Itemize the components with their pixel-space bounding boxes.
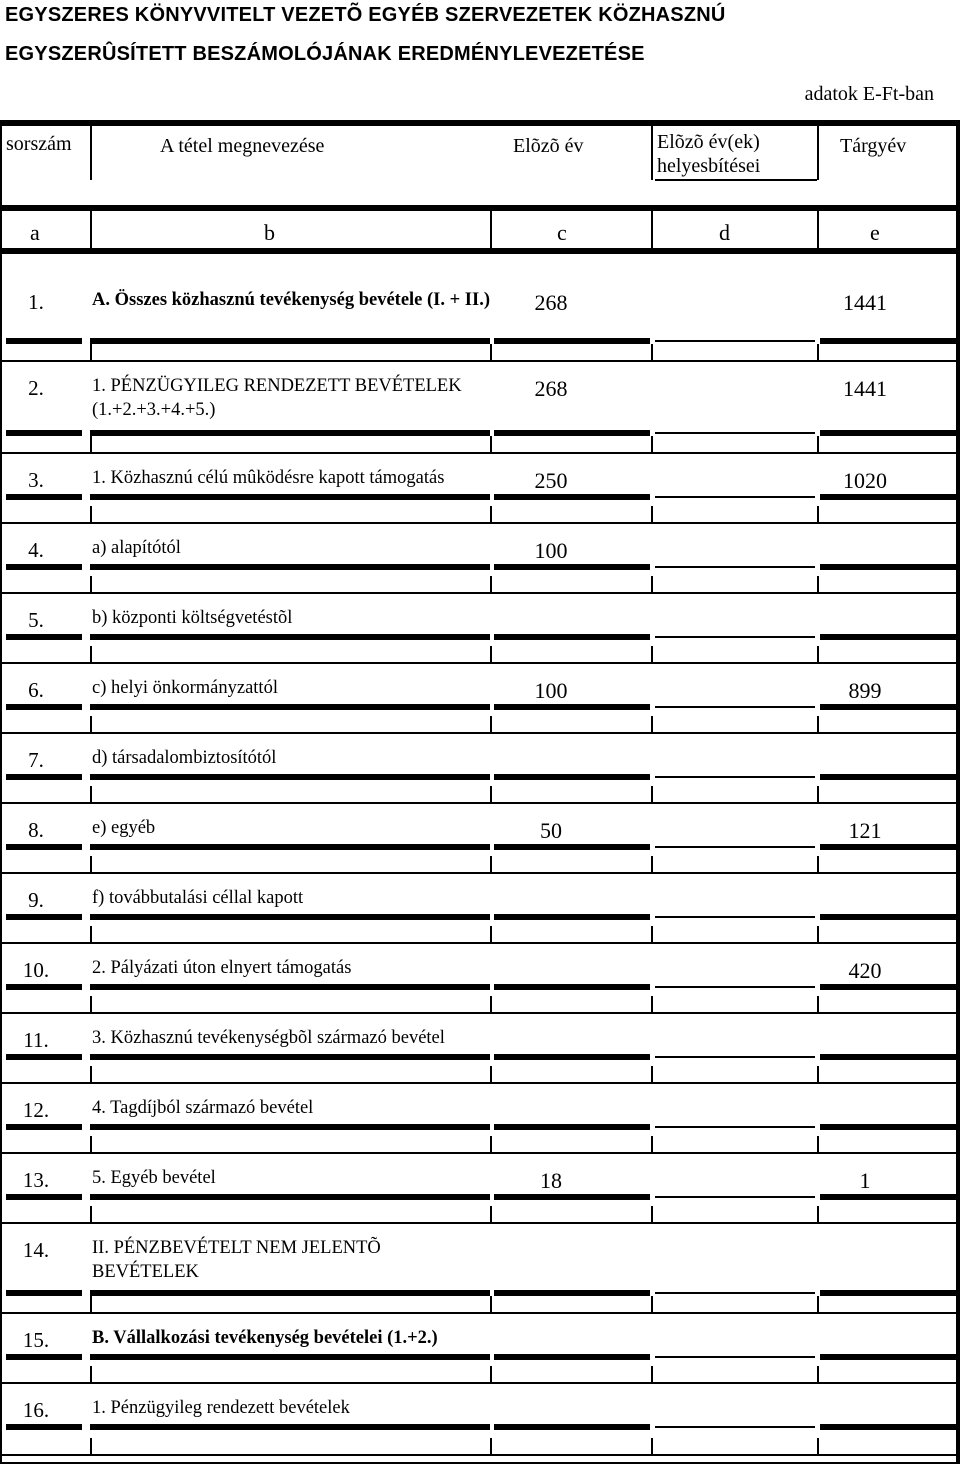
report-title-line-1: EGYSZERES KÖNYVVITELT VEZETÕ EGYÉB SZERVEZETEK KÖZHASZNÚ [5, 4, 726, 26]
row-separator [0, 872, 960, 874]
row-column-tick [817, 856, 819, 874]
row-current-year-value: 121 [848, 818, 882, 843]
row-column-tick [90, 646, 92, 664]
row-column-tick [90, 436, 92, 454]
row-column-tick [817, 344, 819, 362]
row-number: 3. [28, 468, 44, 492]
header-prev-corrections-line-1: Elõzõ év(ek) [657, 131, 760, 153]
header-prev-year: Elõzõ év [513, 135, 584, 157]
row-number: 15. [22, 1328, 50, 1352]
row-prev-underline [494, 1054, 650, 1060]
letters-top-rule [0, 205, 960, 211]
row-column-tick [490, 1366, 492, 1384]
row-column-tick [651, 1366, 653, 1384]
row-prev-underline [494, 1424, 650, 1430]
row-column-tick [90, 926, 92, 944]
header-current-year: Tárgyév [840, 135, 907, 157]
row-number-underline [6, 1424, 82, 1430]
row-number: 8. [28, 818, 44, 842]
row-prev-underline [494, 1124, 650, 1130]
row-column-tick [490, 436, 492, 454]
row-prev-year-value: 100 [534, 538, 568, 563]
row-number: 2. [28, 376, 44, 400]
row-column-tick [817, 1296, 819, 1314]
row-number-underline [6, 1290, 82, 1296]
row-prev-underline [494, 430, 650, 436]
row-prev-underline [494, 1354, 650, 1360]
row-column-tick [90, 856, 92, 874]
row-prev-underline [494, 704, 650, 710]
row-number-underline [6, 338, 82, 344]
row-item-name: 1. Pénzügyileg rendezett bevételek [92, 1398, 350, 1418]
row-column-tick [90, 1136, 92, 1154]
row-separator [0, 452, 960, 454]
header-separator-1 [90, 126, 92, 180]
row-separator [0, 1382, 960, 1384]
row-corr-underline [655, 1196, 815, 1198]
row-number: 4. [28, 538, 44, 562]
row-number-underline [6, 1354, 82, 1360]
row-number: 6. [28, 678, 44, 702]
row-column-tick [651, 1296, 653, 1314]
row-name-underline [90, 494, 490, 500]
row-column-tick [651, 856, 653, 874]
row-corr-underline [655, 340, 815, 342]
row-separator [0, 1082, 960, 1084]
row-separator [0, 1152, 960, 1154]
row-column-tick [90, 344, 92, 362]
row-column-tick [817, 646, 819, 664]
row-number: 5. [28, 608, 44, 632]
row-column-tick [817, 716, 819, 734]
row-item-name: 3. Közhasznú tevékenységbõl származó bevétel [92, 1028, 445, 1048]
row-name-underline [90, 844, 490, 850]
row-prev-underline [494, 338, 650, 344]
row-corr-underline [655, 636, 815, 638]
row-separator [0, 942, 960, 944]
column-letter-c: c [557, 220, 567, 245]
row-item-name: B. Vállalkozási tevékenység bevételei (1.+2.) [92, 1328, 438, 1348]
row-column-tick [90, 506, 92, 524]
row-number: 7. [28, 748, 44, 772]
row-number-underline [6, 1124, 82, 1130]
row-curr-underline [820, 1054, 956, 1060]
row-name-underline [90, 774, 490, 780]
row-separator [0, 732, 960, 734]
row-number: 12. [22, 1098, 50, 1122]
row-curr-underline [820, 984, 956, 990]
row-prev-underline [494, 564, 650, 570]
row-corr-underline [655, 1426, 815, 1428]
row-column-tick [90, 1366, 92, 1384]
row-column-tick [490, 576, 492, 594]
row-corr-underline [655, 916, 815, 918]
row-curr-underline [820, 1290, 956, 1296]
row-current-year-value: 1441 [843, 376, 887, 401]
row-number-underline [6, 774, 82, 780]
row-column-tick [490, 344, 492, 362]
row-item-name: 2. Pályázati úton elnyert támogatás [92, 958, 352, 978]
row-column-tick [651, 344, 653, 362]
row-name-underline [90, 634, 490, 640]
row-separator [0, 1454, 960, 1456]
row-prev-underline [494, 1290, 650, 1296]
row-prev-underline [494, 844, 650, 850]
row-column-tick [90, 576, 92, 594]
row-item-name: f) továbbutalási céllal kapott [92, 888, 304, 908]
row-prev-year-value: 268 [534, 290, 568, 315]
row-column-tick [817, 506, 819, 524]
row-column-tick [651, 996, 653, 1014]
letters-separator-2 [490, 205, 492, 254]
row-number-underline [6, 1054, 82, 1060]
header-item-name: A tétel megnevezése [160, 135, 325, 157]
row-column-tick [490, 506, 492, 524]
row-number: 11. [23, 1028, 49, 1052]
row-curr-underline [820, 1424, 956, 1430]
row-column-tick [817, 996, 819, 1014]
row-column-tick [651, 1206, 653, 1224]
table-left-border [0, 120, 2, 1464]
row-number: 13. [22, 1168, 50, 1192]
row-item-name: c) helyi önkormányzattól [92, 678, 278, 698]
units-note: adatok E-Ft-ban [804, 83, 934, 105]
report-title-line-2: EGYSZERÛSÍTETT BESZÁMOLÓJÁNAK EREDMÉNYLEVEZETÉSE [5, 43, 645, 65]
row-name-underline [90, 914, 490, 920]
row-number: 10. [22, 958, 50, 982]
row-column-tick [90, 786, 92, 804]
row-curr-underline [820, 1194, 956, 1200]
row-item-name: d) társadalombiztosítótól [92, 748, 277, 768]
row-corr-underline [655, 496, 815, 498]
row-number-underline [6, 564, 82, 570]
row-column-tick [817, 786, 819, 804]
row-corr-underline [655, 986, 815, 988]
row-column-tick [817, 1136, 819, 1154]
row-curr-underline [820, 1124, 956, 1130]
row-column-tick [490, 646, 492, 664]
row-prev-underline [494, 634, 650, 640]
row-corr-underline [655, 1292, 815, 1294]
table-top-border [0, 120, 960, 126]
row-curr-underline [820, 494, 956, 500]
row-number-underline [6, 1194, 82, 1200]
row-name-underline [90, 984, 490, 990]
row-current-year-value: 1020 [843, 468, 887, 493]
row-column-tick [651, 716, 653, 734]
row-column-tick [490, 1438, 492, 1456]
row-name-underline [90, 564, 490, 570]
header-separator-3 [817, 126, 819, 180]
row-curr-underline [820, 338, 956, 344]
row-name-underline [90, 1054, 490, 1060]
row-curr-underline [820, 844, 956, 850]
row-curr-underline [820, 1354, 956, 1360]
row-column-tick [490, 996, 492, 1014]
row-number-underline [6, 494, 82, 500]
row-column-tick [490, 1206, 492, 1224]
row-curr-underline [820, 914, 956, 920]
row-prev-year-value: 100 [534, 678, 568, 703]
row-column-tick [817, 1206, 819, 1224]
row-prev-underline [494, 914, 650, 920]
row-column-tick [490, 1136, 492, 1154]
row-column-tick [817, 1438, 819, 1456]
row-separator [0, 1012, 960, 1014]
row-column-tick [817, 1066, 819, 1084]
header-prev-corrections-line-2: helyesbítései [657, 155, 761, 177]
row-name-underline [90, 338, 490, 344]
row-column-tick [817, 1366, 819, 1384]
row-corr-underline [655, 1126, 815, 1128]
row-corr-underline [655, 1356, 815, 1358]
header-underline-corr [655, 179, 817, 181]
row-column-tick [490, 786, 492, 804]
row-number-underline [6, 844, 82, 850]
letters-bottom-rule [0, 248, 960, 254]
row-separator [0, 360, 960, 362]
row-number-underline [6, 984, 82, 990]
row-item-name: 5. Egyéb bevétel [92, 1168, 216, 1188]
row-number-underline [6, 914, 82, 920]
row-number: 16. [22, 1398, 50, 1422]
row-corr-underline [655, 432, 815, 434]
row-prev-underline [494, 1194, 650, 1200]
row-column-tick [651, 1066, 653, 1084]
row-name-underline [90, 1354, 490, 1360]
row-column-tick [490, 1296, 492, 1314]
column-letter-b: b [264, 220, 275, 245]
row-column-tick [817, 436, 819, 454]
row-column-tick [90, 1296, 92, 1314]
row-column-tick [490, 1066, 492, 1084]
row-name-underline [90, 1290, 490, 1296]
row-column-tick [651, 576, 653, 594]
row-corr-underline [655, 566, 815, 568]
row-separator [0, 1312, 960, 1314]
row-item-name: II. PÉNZBEVÉTELT NEM JELENTÕ BEVÉTELEK [92, 1238, 381, 1282]
row-separator [0, 802, 960, 804]
letters-separator-4 [817, 205, 819, 254]
row-separator [0, 1222, 960, 1224]
header-sorszam: sorszám [6, 133, 72, 155]
row-name-underline [90, 1424, 490, 1430]
row-prev-year-value: 18 [540, 1168, 562, 1193]
row-number-underline [6, 430, 82, 436]
row-column-tick [817, 926, 819, 944]
row-prev-underline [494, 984, 650, 990]
row-item-name: A. Összes közhasznú tevékenység bevétele (I. + II.) [92, 290, 490, 310]
column-letter-a: a [30, 220, 40, 245]
row-column-tick [651, 1438, 653, 1456]
row-curr-underline [820, 564, 956, 570]
row-name-underline [90, 430, 490, 436]
row-corr-underline [655, 706, 815, 708]
row-number: 1. [28, 290, 44, 314]
letters-separator-3 [651, 205, 653, 254]
row-curr-underline [820, 634, 956, 640]
row-column-tick [90, 996, 92, 1014]
row-name-underline [90, 704, 490, 710]
row-current-year-value: 1 [859, 1168, 871, 1193]
column-letter-d: d [719, 220, 730, 245]
row-column-tick [490, 856, 492, 874]
row-corr-underline [655, 776, 815, 778]
row-column-tick [90, 716, 92, 734]
row-current-year-value: 899 [848, 678, 882, 703]
row-item-name: a) alapítótól [92, 538, 181, 558]
row-separator [0, 662, 960, 664]
row-number: 14. [22, 1238, 50, 1262]
row-number-underline [6, 704, 82, 710]
row-column-tick [651, 646, 653, 664]
row-separator [0, 592, 960, 594]
row-column-tick [651, 436, 653, 454]
row-column-tick [651, 926, 653, 944]
row-column-tick [90, 1438, 92, 1456]
row-item-name: e) egyéb [92, 818, 156, 838]
row-curr-underline [820, 704, 956, 710]
table-right-border [956, 120, 960, 1464]
row-item-name: 1. PÉNZÜGYILEG RENDEZETT BEVÉTELEK (1.+2.+3.+4.+5.) [92, 376, 462, 420]
row-number: 9. [28, 888, 44, 912]
row-column-tick [817, 576, 819, 594]
row-column-tick [90, 1066, 92, 1084]
row-curr-underline [820, 430, 956, 436]
row-corr-underline [655, 1056, 815, 1058]
letters-separator-1 [90, 205, 92, 254]
table-bottom-border [0, 1462, 960, 1464]
row-name-underline [90, 1124, 490, 1130]
row-column-tick [490, 716, 492, 734]
row-name-underline [90, 1194, 490, 1200]
row-column-tick [651, 1136, 653, 1154]
row-prev-year-value: 50 [540, 818, 562, 843]
row-current-year-value: 420 [848, 958, 882, 983]
row-current-year-value: 1441 [843, 290, 887, 315]
header-separator-2 [651, 126, 653, 180]
row-prev-underline [494, 494, 650, 500]
row-number-underline [6, 634, 82, 640]
row-column-tick [490, 926, 492, 944]
row-separator [0, 522, 960, 524]
row-prev-year-value: 268 [534, 376, 568, 401]
row-corr-underline [655, 846, 815, 848]
column-letter-e: e [870, 220, 880, 245]
row-curr-underline [820, 774, 956, 780]
row-item-name: b) központi költségvetéstõl [92, 608, 293, 628]
row-column-tick [90, 1206, 92, 1224]
row-item-name: 1. Közhasznú célú mûködésre kapott támogatás [92, 468, 445, 488]
row-column-tick [651, 786, 653, 804]
row-item-name: 4. Tagdíjból származó bevétel [92, 1098, 314, 1118]
row-prev-underline [494, 774, 650, 780]
row-column-tick [651, 506, 653, 524]
row-prev-year-value: 250 [534, 468, 568, 493]
